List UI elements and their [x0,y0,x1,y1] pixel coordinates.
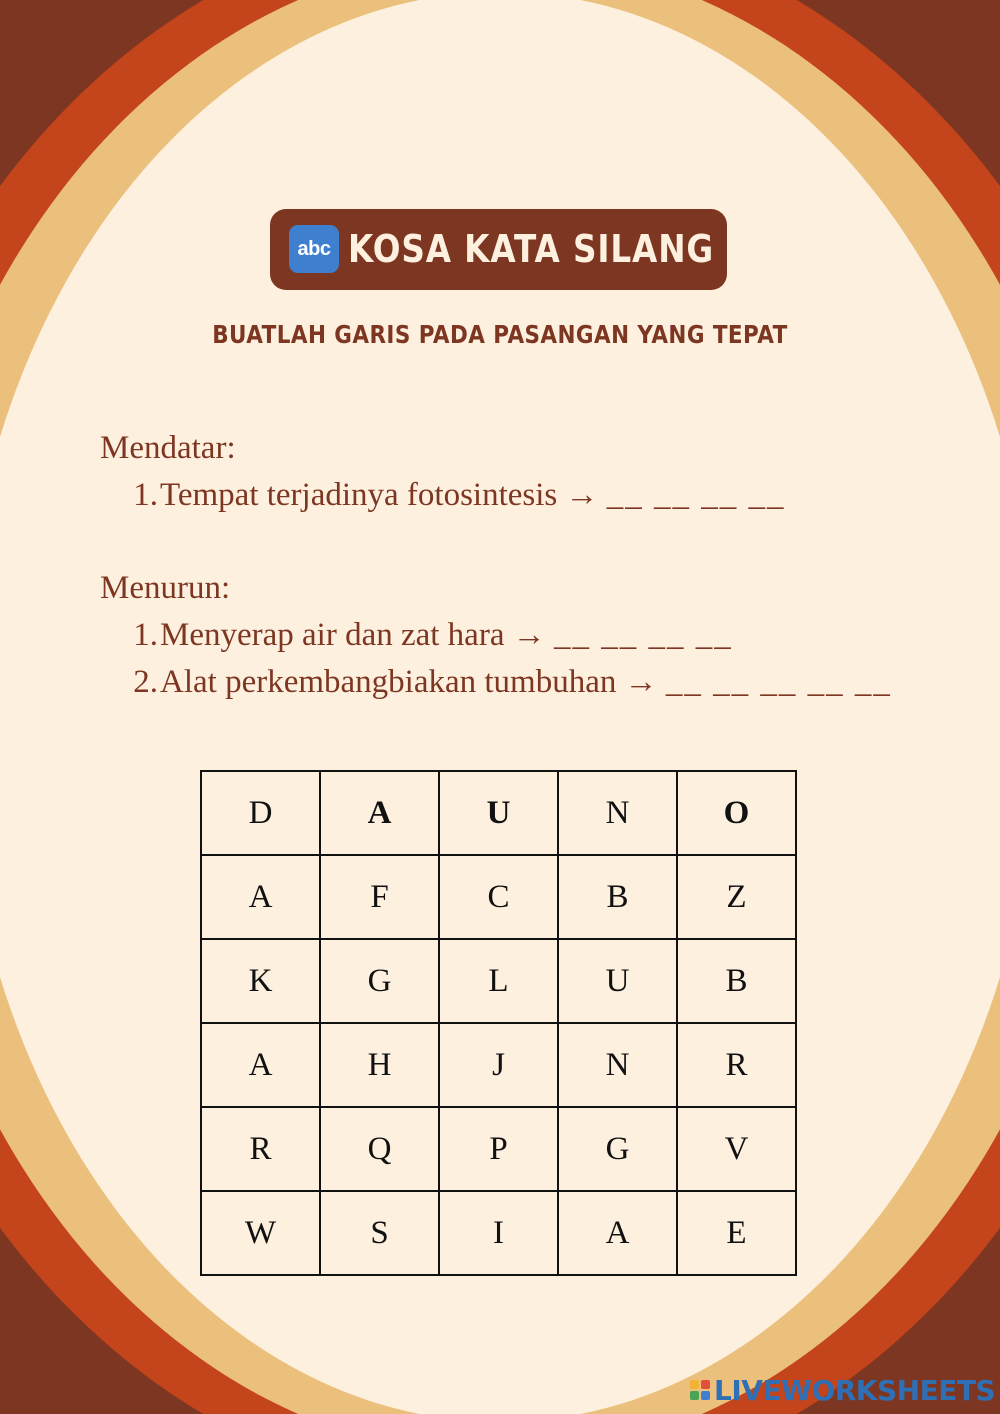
grid-cell[interactable]: V [677,1107,796,1191]
grid-cell[interactable]: R [677,1023,796,1107]
grid-cell[interactable]: U [558,939,677,1023]
grid-cell[interactable]: D [201,771,320,855]
grid-row [201,855,796,939]
grid-cell[interactable]: N [558,771,677,855]
grid-cell[interactable]: C [439,855,558,939]
abc-icon: abc [289,225,339,273]
clues-section [100,425,980,706]
watermark-text: LIVEWORKSHEETS [714,1373,996,1407]
clue-number: 1. [133,617,158,653]
arrow-icon: → [565,477,599,513]
grid-cell[interactable]: G [320,939,439,1023]
grid-cell[interactable]: A [558,1191,677,1275]
grid-cell[interactable]: G [558,1107,677,1191]
clue-number: 1. [133,477,158,513]
logo-square [701,1380,710,1389]
grid-cell[interactable]: F [320,855,439,939]
clue-text: Alat perkembangbiakan tumbuhan [160,664,617,700]
grid-row [201,1107,796,1191]
grid-cell[interactable]: B [558,855,677,939]
logo-square [701,1391,710,1400]
grid-cell[interactable]: O [677,771,796,855]
grid-cell[interactable]: N [558,1023,677,1107]
across-clue-1 [100,472,980,519]
grid-row [201,939,796,1023]
arrow-icon: → [624,664,658,700]
grid-cell[interactable]: Q [320,1107,439,1191]
grid-cell[interactable]: E [677,1191,796,1275]
grid-cell[interactable]: A [201,855,320,939]
grid-cell[interactable]: W [201,1191,320,1275]
clue-text: Tempat terjadinya fotosintesis [160,477,558,513]
arrow-icon: → [512,617,546,653]
liveworksheets-logo-icon [690,1380,710,1400]
grid-cell[interactable]: S [320,1191,439,1275]
down-heading: Menurun: [100,570,231,606]
instruction-subtitle: BUATLAH GARIS PADA PASANGAN YANG TEPAT [212,320,788,349]
answer-blanks[interactable]: __ __ __ __ [606,477,786,513]
page-title: KOSA KATA SILANG [348,227,715,271]
grid-cell[interactable]: I [439,1191,558,1275]
letter-grid [200,770,797,1276]
clue-number: 2. [133,664,158,700]
grid-cell[interactable]: L [439,939,558,1023]
answer-blanks[interactable]: __ __ __ __ __ [665,664,892,700]
grid-cell[interactable]: U [439,771,558,855]
grid-row [201,1191,796,1275]
grid-row [201,771,796,855]
logo-square [690,1380,699,1389]
grid-cell[interactable]: Z [677,855,796,939]
grid-row [201,1023,796,1107]
grid-cell[interactable]: A [320,771,439,855]
grid-cell[interactable]: J [439,1023,558,1107]
logo-square [690,1391,699,1400]
clue-text: Menyerap air dan zat hara [160,617,505,653]
grid-cell[interactable]: A [201,1023,320,1107]
grid-cell[interactable]: H [320,1023,439,1107]
grid-cell[interactable]: P [439,1107,558,1191]
grid-cell[interactable]: K [201,939,320,1023]
title-banner [270,209,727,290]
answer-blanks[interactable]: __ __ __ __ [553,617,733,653]
down-clue-1 [100,612,980,659]
grid-cell[interactable]: B [677,939,796,1023]
liveworksheets-watermark [690,1372,995,1408]
grid-cell[interactable]: R [201,1107,320,1191]
down-clue-2 [100,659,980,706]
across-heading: Mendatar: [100,430,236,466]
